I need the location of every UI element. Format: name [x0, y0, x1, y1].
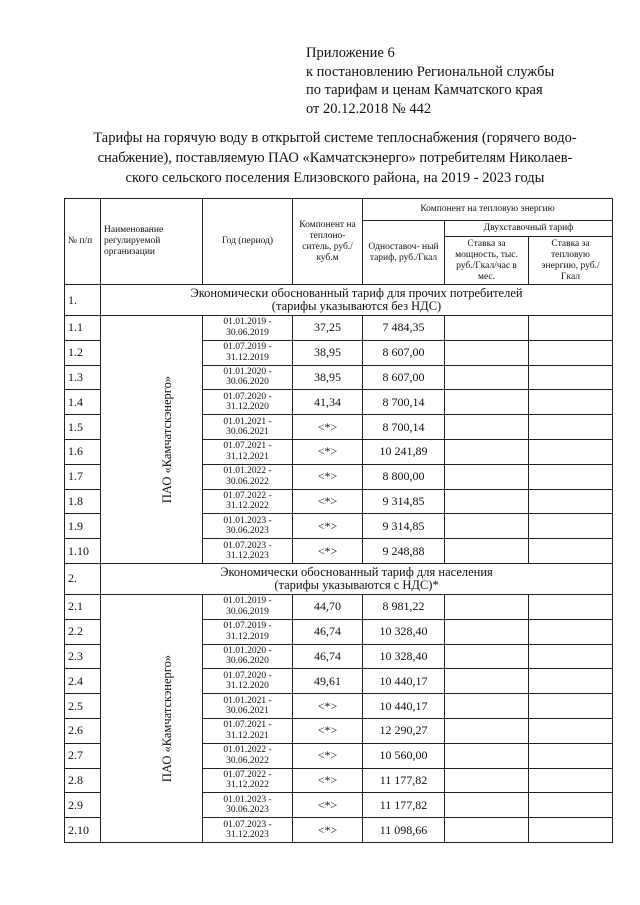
period-from: 01.07.2023 - [223, 540, 272, 551]
period-cell [203, 718, 293, 743]
row-number: 2.5 [65, 694, 101, 719]
single-rate-value: 9 248,88 [363, 539, 445, 564]
period-cell [203, 514, 293, 539]
capacity-rate-value [445, 539, 529, 564]
carrier-component-value: <*> [293, 439, 363, 464]
section-title [101, 563, 613, 594]
period-to: 31.12.2023 [226, 551, 269, 562]
period-to: 31.12.2023 [226, 830, 269, 841]
period-from: 01.01.2020 - [223, 366, 272, 377]
period-cell [203, 818, 293, 843]
carrier-component-value: <*> [293, 718, 363, 743]
capacity-rate-value [445, 390, 529, 415]
energy-rate-value [529, 594, 613, 619]
period-to: 30.06.2021 [226, 427, 269, 438]
period-cell [203, 694, 293, 719]
period-to: 31.12.2022 [226, 501, 269, 512]
period-to: 31.12.2020 [226, 402, 269, 413]
title-line: ского сельского поселения Елизовского района, на 2019 - 2023 годы [125, 170, 545, 186]
row-number: 1.4 [65, 390, 101, 415]
section-title [101, 285, 613, 316]
period-cell [203, 390, 293, 415]
energy-rate-value [529, 743, 613, 768]
single-rate-value: 10 440,17 [363, 669, 445, 694]
period-to: 30.06.2023 [226, 526, 269, 537]
energy-rate-value [529, 818, 613, 843]
header-two-rate: Двухставочный тариф [445, 221, 613, 237]
single-rate-value: 11 177,82 [363, 793, 445, 818]
carrier-component-value: <*> [293, 514, 363, 539]
carrier-component-value: <*> [293, 539, 363, 564]
single-rate-value: 8 981,22 [363, 594, 445, 619]
capacity-rate-value [445, 439, 529, 464]
period-from: 01.01.2019 - [223, 596, 272, 607]
carrier-component-value: 46,74 [293, 644, 363, 669]
capacity-rate-value [445, 340, 529, 365]
header-org: Наименование регулируемой организации [101, 199, 203, 285]
single-rate-value: 7 484,35 [363, 316, 445, 341]
capacity-rate-value [445, 743, 529, 768]
carrier-component-value: <*> [293, 464, 363, 489]
single-rate-value: 9 314,85 [363, 489, 445, 514]
row-number: 2.7 [65, 743, 101, 768]
period-from: 01.07.2020 - [223, 391, 272, 402]
period-cell [203, 439, 293, 464]
row-number: 1.6 [65, 439, 101, 464]
appendix-line: по тарифам и ценам Камчатского края [306, 82, 543, 98]
section-subtitle-line: (тарифы указываются с НДС)* [274, 577, 439, 592]
period-cell [203, 768, 293, 793]
energy-rate-value [529, 415, 613, 440]
row-number: 2.6 [65, 718, 101, 743]
single-rate-value: 11 098,66 [363, 818, 445, 843]
appendix-line: от 20.12.2018 № 442 [306, 100, 432, 117]
table-row [65, 594, 613, 619]
section-number: 1. [65, 285, 101, 316]
period-cell [203, 594, 293, 619]
organization-cell [101, 594, 203, 842]
row-number: 1.10 [65, 539, 101, 564]
carrier-component-value: 37,25 [293, 316, 363, 341]
energy-rate-value [529, 439, 613, 464]
single-rate-value: 8 800,00 [363, 464, 445, 489]
table-row [65, 316, 613, 341]
row-number: 2.4 [65, 669, 101, 694]
row-number: 2.10 [65, 818, 101, 843]
period-cell [203, 340, 293, 365]
period-from: 01.07.2019 - [223, 342, 272, 353]
energy-rate-value [529, 619, 613, 644]
period-to: 30.06.2019 [226, 606, 269, 617]
single-rate-value: 10 440,17 [363, 694, 445, 719]
period-from: 01.07.2022 - [223, 490, 272, 501]
period-to: 31.12.2019 [226, 631, 269, 642]
period-from: 01.07.2020 - [223, 670, 272, 681]
period-from: 01.07.2022 - [223, 769, 272, 780]
section-row [65, 563, 613, 594]
period-to: 30.06.2020 [226, 377, 269, 388]
single-rate-value: 8 700,14 [363, 415, 445, 440]
header-carrier-component: Компонент на теплоно- ситель, руб./куб.м [293, 199, 363, 285]
energy-rate-value [529, 669, 613, 694]
tariff-table [64, 198, 613, 843]
appendix-reference [306, 44, 554, 118]
period-cell [203, 316, 293, 341]
period-to: 31.12.2021 [226, 730, 269, 741]
period-cell [203, 743, 293, 768]
period-cell [203, 415, 293, 440]
period-to: 30.06.2021 [226, 706, 269, 717]
section-title-line: Экономически обоснованный тариф для прочих потребителей [190, 286, 523, 300]
carrier-component-value: 49,61 [293, 669, 363, 694]
single-rate-value: 9 314,85 [363, 514, 445, 539]
organization-name: ПАО «Камчатскэнерго» [160, 376, 175, 504]
row-number: 1.1 [65, 316, 101, 341]
single-rate-value: 10 328,40 [363, 644, 445, 669]
period-from: 01.01.2021 - [223, 416, 272, 427]
single-rate-value: 8 700,14 [363, 390, 445, 415]
capacity-rate-value [445, 818, 529, 843]
row-number: 1.5 [65, 415, 101, 440]
capacity-rate-value [445, 594, 529, 619]
header-energy-rate: Ставка за тепловую энергию, руб./Гкал [529, 237, 613, 285]
header-single-rate: Одноставоч- ный тариф, руб./Гкал [363, 221, 445, 285]
document-title [70, 128, 600, 188]
period-cell [203, 669, 293, 694]
carrier-component-value: <*> [293, 793, 363, 818]
header-period: Год (период) [203, 199, 293, 285]
period-from: 01.01.2019 - [223, 317, 272, 328]
carrier-component-value: <*> [293, 818, 363, 843]
period-cell [203, 464, 293, 489]
carrier-component-value: 38,95 [293, 340, 363, 365]
energy-rate-value [529, 489, 613, 514]
period-to: 31.12.2022 [226, 780, 269, 791]
energy-rate-value [529, 718, 613, 743]
section-title-line: Экономически обоснованный тариф для населения [220, 564, 493, 579]
period-cell [203, 489, 293, 514]
carrier-component-value: <*> [293, 489, 363, 514]
period-to: 30.06.2020 [226, 656, 269, 667]
row-number: 1.9 [65, 514, 101, 539]
row-number: 1.7 [65, 464, 101, 489]
energy-rate-value [529, 514, 613, 539]
header-num: № п/п [65, 199, 101, 285]
energy-rate-value [529, 464, 613, 489]
capacity-rate-value [445, 365, 529, 390]
carrier-component-value: 38,95 [293, 365, 363, 390]
period-cell [203, 619, 293, 644]
section-subtitle-line: (тарифы указываются без НДС) [271, 299, 442, 313]
capacity-rate-value [445, 793, 529, 818]
single-rate-value: 8 607,00 [363, 340, 445, 365]
row-number: 2.9 [65, 793, 101, 818]
carrier-component-value: 41,34 [293, 390, 363, 415]
row-number: 2.1 [65, 594, 101, 619]
appendix-line: Приложение 6 [306, 45, 395, 61]
energy-rate-value [529, 365, 613, 390]
period-from: 01.07.2021 - [223, 441, 272, 452]
period-to: 30.06.2022 [226, 476, 269, 487]
title-line: Тарифы на горячую воду в открытой системе теплоснабжения (горячего водо- [93, 130, 577, 146]
period-from: 01.01.2022 - [223, 745, 272, 756]
period-to: 30.06.2019 [226, 327, 269, 338]
header-heat-energy-component: Компонент на тепловую энергию [363, 199, 613, 221]
period-from: 01.01.2021 - [223, 695, 272, 706]
energy-rate-value [529, 644, 613, 669]
period-from: 01.01.2023 - [223, 794, 272, 805]
row-number: 1.2 [65, 340, 101, 365]
capacity-rate-value [445, 644, 529, 669]
energy-rate-value [529, 793, 613, 818]
single-rate-value: 10 241,89 [363, 439, 445, 464]
header-capacity-rate: Ставка за мощность, тыс. руб./Гкал/час в мес. [445, 237, 529, 285]
carrier-component-value: 46,74 [293, 619, 363, 644]
carrier-component-value: <*> [293, 768, 363, 793]
energy-rate-value [529, 694, 613, 719]
single-rate-value: 8 607,00 [363, 365, 445, 390]
single-rate-value: 10 560,00 [363, 743, 445, 768]
capacity-rate-value [445, 768, 529, 793]
row-number: 2.3 [65, 644, 101, 669]
period-to: 30.06.2023 [226, 805, 269, 816]
single-rate-value: 10 328,40 [363, 619, 445, 644]
energy-rate-value [529, 768, 613, 793]
organization-name: ПАО «Камчатскэнерго» [160, 655, 175, 783]
carrier-component-value: <*> [293, 743, 363, 768]
single-rate-value: 11 177,82 [363, 768, 445, 793]
period-to: 31.12.2020 [226, 681, 269, 692]
period-from: 01.01.2023 - [223, 515, 272, 526]
capacity-rate-value [445, 415, 529, 440]
capacity-rate-value [445, 619, 529, 644]
appendix-line: к постановлению Региональной службы [306, 63, 555, 80]
row-number: 1.3 [65, 365, 101, 390]
carrier-component-value: <*> [293, 694, 363, 719]
period-cell [203, 644, 293, 669]
organization-cell [101, 316, 203, 564]
energy-rate-value [529, 340, 613, 365]
energy-rate-value [529, 390, 613, 415]
title-line: снабжение), поставляемую ПАО «Камчатскэнерго» потребителям Николаев- [97, 150, 573, 166]
period-from: 01.01.2020 - [223, 645, 272, 656]
capacity-rate-value [445, 718, 529, 743]
energy-rate-value [529, 539, 613, 564]
capacity-rate-value [445, 669, 529, 694]
capacity-rate-value [445, 514, 529, 539]
period-from: 01.07.2021 - [223, 720, 272, 731]
energy-rate-value [529, 316, 613, 341]
period-from: 01.07.2019 - [223, 621, 272, 632]
section-number: 2. [65, 563, 101, 594]
capacity-rate-value [445, 464, 529, 489]
row-number: 1.8 [65, 489, 101, 514]
row-number: 2.8 [65, 768, 101, 793]
period-to: 30.06.2022 [226, 755, 269, 766]
row-number: 2.2 [65, 619, 101, 644]
section-row [65, 285, 613, 316]
period-cell [203, 793, 293, 818]
period-cell [203, 365, 293, 390]
period-to: 31.12.2021 [226, 451, 269, 462]
period-cell [203, 539, 293, 564]
period-from: 01.07.2023 - [223, 819, 272, 830]
period-from: 01.01.2022 - [223, 466, 272, 477]
single-rate-value: 12 290,27 [363, 718, 445, 743]
carrier-component-value: 44,70 [293, 594, 363, 619]
capacity-rate-value [445, 316, 529, 341]
carrier-component-value: <*> [293, 415, 363, 440]
capacity-rate-value [445, 489, 529, 514]
period-to: 31.12.2019 [226, 352, 269, 363]
capacity-rate-value [445, 694, 529, 719]
